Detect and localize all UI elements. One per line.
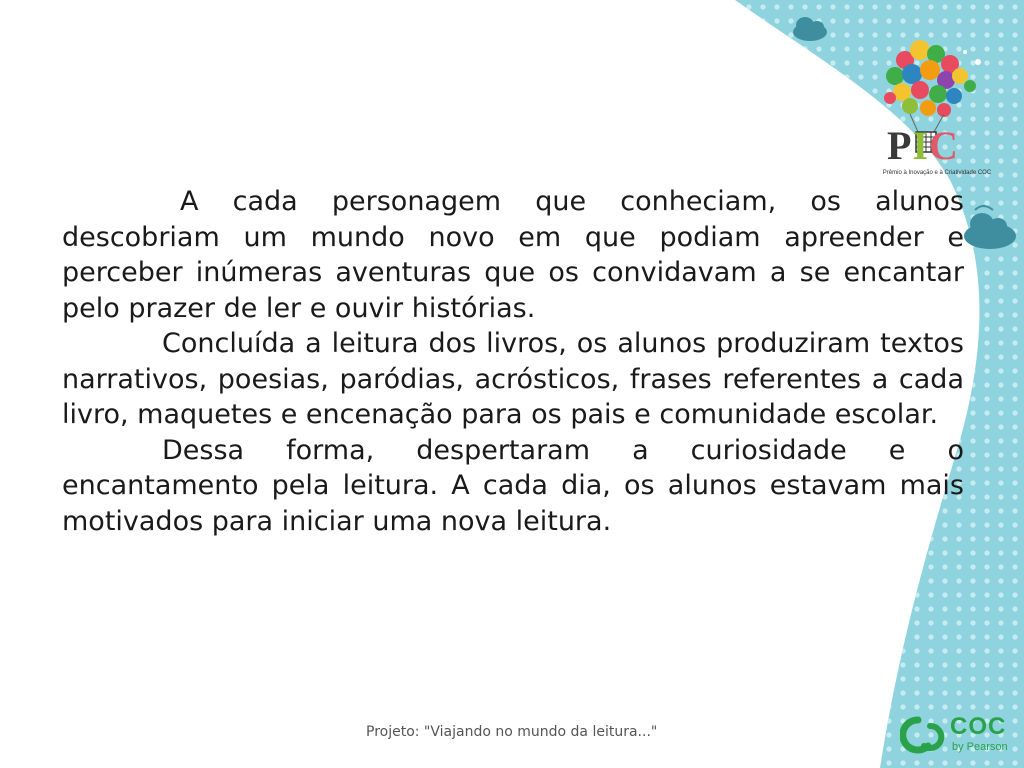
coc-logo-sub: by Pearson: [952, 741, 1008, 753]
paragraph-3: Dessa forma, despertaram a curiosidade e o encantamento pela leitura. A cada dia, os alunos estavam mais motivados para iniciar uma nova leitura.: [62, 434, 964, 537]
pic-logo-text: [887, 122, 959, 169]
paragraph-1: A cada personagem que conheciam, os alunos descobriam um mundo novo em que podiam apreender e perceber inúmeras aventuras que os convidavam a se encantar pelo prazer de ler e ouvir histórias.: [62, 186, 964, 324]
pic-letter-p: P: [887, 123, 913, 168]
slide-body: [62, 184, 964, 539]
pic-tagline: Prêmio à Inovação e à Criatividade COC: [882, 170, 992, 176]
pic-letter-i: I: [912, 123, 930, 168]
slide-footer: Projeto: "Viajando no mundo da leitura...": [366, 724, 658, 740]
paragraph-2: Concluída a leitura dos livros, os alunos produziram textos narrativos, poesias, paródias, acrósticos, frases referentes a cada livro, maquetes e encenação para os pais e comunidade escolar.: [62, 328, 964, 430]
coc-logo-name: COC: [950, 713, 1007, 740]
pic-letter-c: C: [929, 123, 959, 168]
